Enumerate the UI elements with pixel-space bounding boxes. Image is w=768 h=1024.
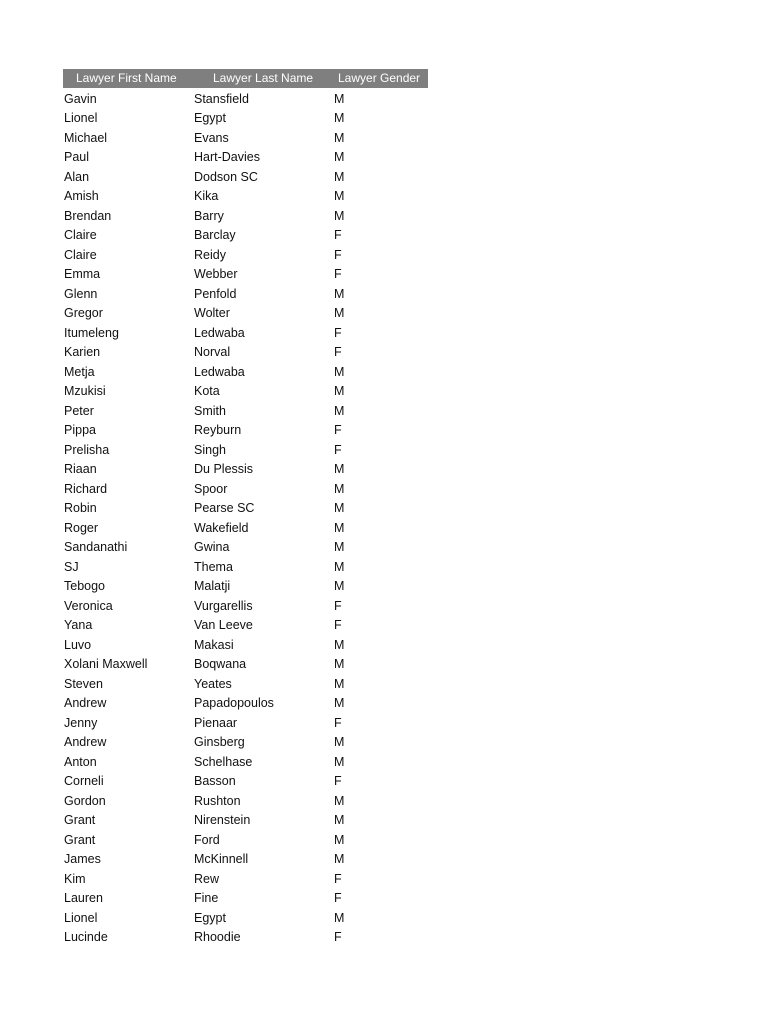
cell-last-name: Fine (194, 891, 219, 906)
cell-gender: F (334, 345, 342, 360)
cell-gender: M (334, 559, 345, 574)
cell-first-name: Sandanathi (64, 540, 128, 555)
cell-gender: M (334, 501, 345, 516)
cell-gender: M (334, 403, 345, 418)
table-row (63, 109, 483, 129)
cell-gender: F (334, 228, 342, 243)
table-row (63, 674, 483, 694)
table-row (63, 187, 483, 207)
cell-gender: M (334, 735, 345, 750)
table-row (63, 206, 483, 226)
cell-last-name: Rushton (194, 793, 241, 808)
cell-last-name: Basson (194, 774, 236, 789)
cell-last-name: Evans (194, 130, 229, 145)
cell-first-name: Alan (64, 169, 90, 184)
table-row (63, 479, 483, 499)
cell-first-name: Emma (64, 267, 101, 282)
table-row (63, 362, 483, 382)
table-row (63, 752, 483, 772)
table-row (63, 811, 483, 831)
cell-last-name: Stansfield (194, 91, 249, 106)
cell-gender: F (334, 871, 342, 886)
table-row (63, 226, 483, 246)
cell-gender: F (334, 442, 342, 457)
cell-gender: M (334, 579, 345, 594)
table-row (63, 616, 483, 636)
cell-last-name: Webber (194, 267, 238, 282)
cell-gender: M (334, 130, 345, 145)
cell-first-name: Pippa (64, 423, 96, 438)
cell-last-name: Malatji (194, 579, 231, 594)
cell-last-name: Hart-Davies (194, 150, 260, 165)
cell-first-name: Anton (64, 754, 97, 769)
cell-first-name: Tebogo (64, 579, 106, 594)
cell-gender: F (334, 715, 342, 730)
cell-last-name: Dodson SC (194, 169, 258, 184)
cell-first-name: Claire (64, 228, 97, 243)
cell-gender: F (334, 598, 342, 613)
cell-first-name: Andrew (64, 735, 107, 750)
cell-gender: M (334, 169, 345, 184)
cell-gender: M (334, 306, 345, 321)
table-row (63, 343, 483, 363)
cell-last-name: Singh (194, 442, 226, 457)
cell-first-name: Paul (64, 150, 90, 165)
cell-last-name: Van Leeve (194, 618, 253, 633)
cell-gender: M (334, 852, 345, 867)
table-row (63, 148, 483, 168)
table-row (63, 869, 483, 889)
cell-first-name: Roger (64, 520, 99, 535)
cell-last-name: Reyburn (194, 423, 242, 438)
table-row (63, 791, 483, 811)
cell-first-name: Michael (64, 130, 108, 145)
cell-gender: M (334, 813, 345, 828)
header-last-name: Lawyer Last Name (213, 71, 314, 85)
cell-first-name: Brendan (64, 208, 112, 223)
cell-last-name: Spoor (194, 481, 228, 496)
table-row (63, 89, 483, 109)
table-row (63, 850, 483, 870)
cell-first-name: Lucinde (64, 930, 108, 945)
cell-first-name: Peter (64, 403, 94, 418)
cell-gender: M (334, 462, 345, 477)
cell-gender: F (334, 891, 342, 906)
cell-first-name: Amish (64, 189, 99, 204)
cell-last-name: Reidy (194, 247, 226, 262)
table-row (63, 655, 483, 675)
table-header-row (63, 69, 428, 88)
cell-gender: F (334, 247, 342, 262)
cell-first-name: Andrew (64, 696, 107, 711)
cell-last-name: Vurgarellis (194, 598, 253, 613)
cell-first-name: Veronica (64, 598, 113, 613)
table-row (63, 908, 483, 928)
cell-last-name: Egypt (194, 111, 226, 126)
cell-last-name: Ledwaba (194, 364, 245, 379)
table-row (63, 889, 483, 909)
cell-gender: M (334, 676, 345, 691)
cell-last-name: Gwina (194, 540, 230, 555)
table-row (63, 830, 483, 850)
table-row (63, 694, 483, 714)
table-row (63, 440, 483, 460)
cell-first-name: Steven (64, 676, 103, 691)
cell-gender: F (334, 930, 342, 945)
table-row (63, 323, 483, 343)
cell-last-name: Egypt (194, 910, 226, 925)
cell-first-name: James (64, 852, 101, 867)
cell-gender: M (334, 286, 345, 301)
cell-last-name: Du Plessis (194, 462, 254, 477)
table-row (63, 928, 483, 948)
cell-last-name: Rhoodie (194, 930, 241, 945)
table-row (63, 518, 483, 538)
table-row (63, 772, 483, 792)
table-row (63, 421, 483, 441)
table-row (63, 401, 483, 421)
cell-first-name: Prelisha (64, 442, 110, 457)
cell-last-name: Ginsberg (194, 735, 245, 750)
cell-first-name: Yana (64, 618, 93, 633)
cell-gender: M (334, 520, 345, 535)
cell-last-name: McKinnell (194, 852, 249, 867)
header-first-name: Lawyer First Name (76, 71, 177, 85)
cell-first-name: Robin (64, 501, 97, 516)
cell-first-name: Gordon (64, 793, 106, 808)
cell-first-name: Mzukisi (64, 384, 106, 399)
cell-gender: M (334, 540, 345, 555)
cell-first-name: Luvo (64, 637, 92, 652)
cell-gender: F (334, 325, 342, 340)
cell-gender: M (334, 189, 345, 204)
cell-first-name: Lionel (64, 111, 98, 126)
cell-last-name: Makasi (194, 637, 234, 652)
cell-gender: M (334, 793, 345, 808)
cell-last-name: Kika (194, 189, 219, 204)
cell-last-name: Barclay (194, 228, 236, 243)
cell-last-name: Pienaar (194, 715, 238, 730)
table-row (63, 733, 483, 753)
cell-last-name: Ford (194, 832, 220, 847)
cell-last-name: Yeates (194, 676, 232, 691)
cell-last-name: Thema (194, 559, 233, 574)
cell-gender: M (334, 384, 345, 399)
cell-first-name: Lauren (64, 891, 103, 906)
cell-last-name: Pearse SC (194, 501, 255, 516)
cell-first-name: SJ (64, 559, 79, 574)
cell-last-name: Kota (194, 384, 220, 399)
table-row (63, 128, 483, 148)
cell-first-name: Riaan (64, 462, 97, 477)
table-row (63, 265, 483, 285)
cell-gender: F (334, 774, 342, 789)
cell-gender: M (334, 910, 345, 925)
cell-first-name: Lionel (64, 910, 98, 925)
cell-last-name: Rew (194, 871, 220, 886)
table-body (63, 89, 483, 947)
cell-last-name: Wolter (194, 306, 230, 321)
cell-first-name: Grant (64, 832, 96, 847)
table-row (63, 557, 483, 577)
cell-gender: M (334, 364, 345, 379)
table-row (63, 499, 483, 519)
table-row (63, 284, 483, 304)
cell-gender: M (334, 111, 345, 126)
cell-gender: M (334, 696, 345, 711)
cell-last-name: Barry (194, 208, 224, 223)
cell-gender: M (334, 208, 345, 223)
cell-gender: M (334, 637, 345, 652)
table-row (63, 304, 483, 324)
cell-last-name: Nirenstein (194, 813, 251, 828)
cell-gender: M (334, 481, 345, 496)
cell-gender: F (334, 267, 342, 282)
cell-last-name: Penfold (194, 286, 237, 301)
cell-last-name: Schelhase (194, 754, 253, 769)
cell-gender: M (334, 657, 345, 672)
cell-gender: M (334, 754, 345, 769)
cell-last-name: Wakefield (194, 520, 249, 535)
cell-gender: F (334, 423, 342, 438)
table-row (63, 167, 483, 187)
table-row (63, 596, 483, 616)
cell-gender: M (334, 150, 345, 165)
cell-last-name: Papadopoulos (194, 696, 274, 711)
cell-first-name: Jenny (64, 715, 98, 730)
cell-last-name: Ledwaba (194, 325, 245, 340)
table-row (63, 382, 483, 402)
header-gender: Lawyer Gender (338, 71, 421, 85)
table-row (63, 635, 483, 655)
cell-first-name: Claire (64, 247, 97, 262)
cell-first-name: Kim (64, 871, 86, 886)
table-row (63, 460, 483, 480)
cell-first-name: Corneli (64, 774, 104, 789)
table-row (63, 538, 483, 558)
cell-last-name: Norval (194, 345, 231, 360)
table-row (63, 713, 483, 733)
cell-first-name: Itumeleng (64, 325, 119, 340)
cell-first-name: Richard (64, 481, 108, 496)
cell-first-name: Metja (64, 364, 95, 379)
cell-first-name: Karien (64, 345, 101, 360)
cell-gender: M (334, 91, 345, 106)
cell-first-name: Glenn (64, 286, 98, 301)
cell-last-name: Smith (194, 403, 226, 418)
table-row (63, 245, 483, 265)
cell-last-name: Boqwana (194, 657, 247, 672)
cell-first-name: Gavin (64, 91, 97, 106)
cell-gender: F (334, 618, 342, 633)
cell-first-name: Grant (64, 813, 96, 828)
cell-first-name: Xolani Maxwell (64, 657, 148, 672)
cell-first-name: Gregor (64, 306, 103, 321)
lawyer-table (63, 69, 483, 947)
cell-gender: M (334, 832, 345, 847)
table-row (63, 577, 483, 597)
